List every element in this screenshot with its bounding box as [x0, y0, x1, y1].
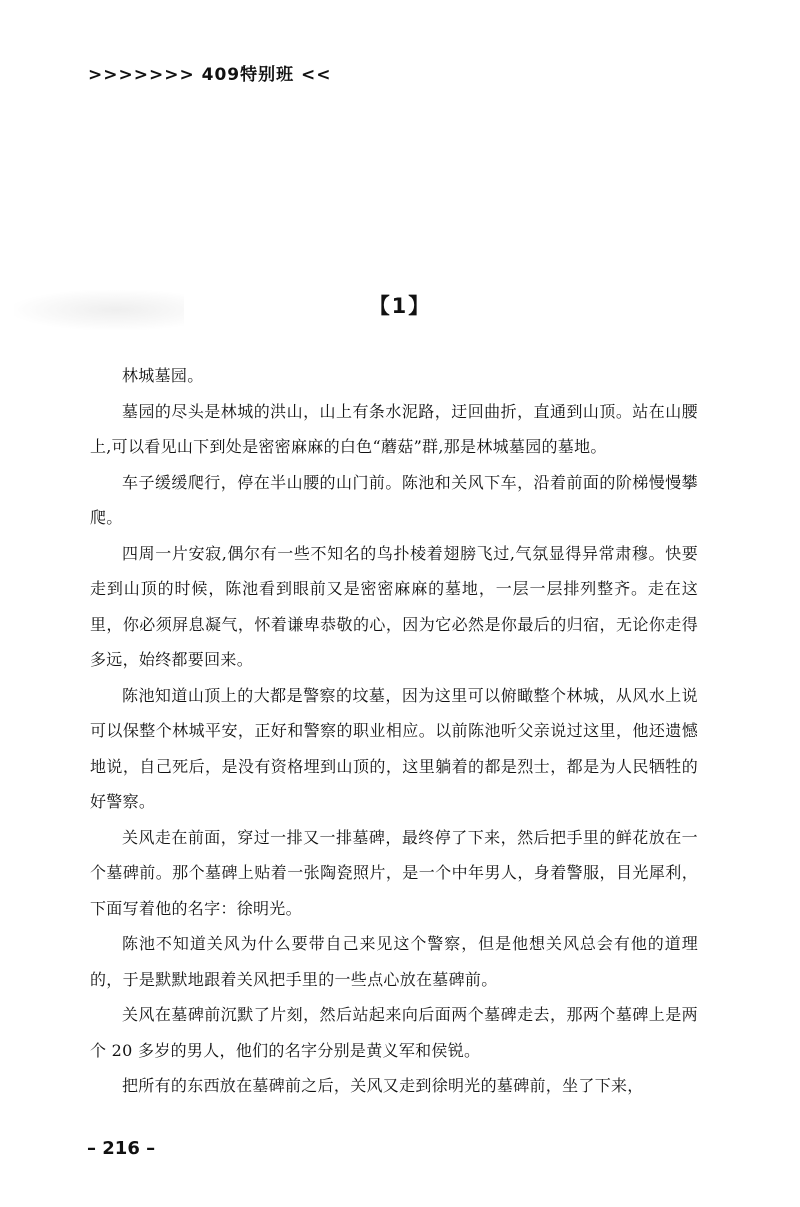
paragraph: 林城墓园。: [122, 366, 204, 385]
running-header: >>>>>>> 409特别班 <<: [88, 65, 332, 85]
paragraph: 四周一片安寂,偶尔有一些不知名的鸟扑棱着翅膀飞过,气氛显得异常肃穆。快要走到山顶的时候，陈池看到眼前又是密密麻麻的墓地，一层一层排列整齐。走在这里，你必须屏息凝气，怀着谦卑恭敬的心，因为它必然是你最后的归宿，无论你走得多远，始终都要回来。: [90, 543, 698, 669]
paragraph: 把所有的东西放在墓碑前之后，关风又走到徐明光的墓碑前，坐了下来，: [122, 1076, 644, 1095]
body-text: [90, 358, 698, 1104]
chapter-heading: 【1】: [368, 294, 432, 318]
paragraph: 陈池不知道关风为什么要带自己来见这个警察，但是他想关风总会有他的道理的，于是默默地跟着关风把手里的一些点心放在墓碑前。: [90, 934, 698, 989]
paragraph: 关风走在前面，穿过一排又一排墓碑，最终停了下来，然后把手里的鲜花放在一个墓碑前。那个墓碑上贴着一张陶瓷照片，是一个中年男人，身着警服，目光犀利，下面写着他的名字：徐明光。: [90, 827, 698, 918]
paragraph: 关风在墓碑前沉默了片刻，然后站起来向后面两个墓碑走去，那两个墓碑上是两个 20 多岁的男人，他们的名字分别是黄义军和侯锐。: [90, 1005, 698, 1060]
paragraph: 陈池知道山顶上的大都是警察的坟墓，因为这里可以俯瞰整个林城，从风水上说可以保整个林城平安，正好和警察的职业相应。以前陈池听父亲说过这里，他还遗憾地说，自己死后，是没有资格埋到山顶的，这里躺着的都是烈士，都是为人民牺牲的好警察。: [90, 685, 698, 811]
paragraph: 车子缓缓爬行，停在半山腰的山门前。陈池和关风下车，沿着前面的阶梯慢慢攀爬。: [90, 472, 698, 527]
paragraph: 墓园的尽头是林城的洪山，山上有条水泥路，迂回曲折，直通到山顶。站在山腰上,可以看见山下到处是密密麻麻的白色“蘑菇”群,那是林城墓园的墓地。: [90, 401, 698, 456]
page-number: – 216 –: [87, 1138, 156, 1159]
